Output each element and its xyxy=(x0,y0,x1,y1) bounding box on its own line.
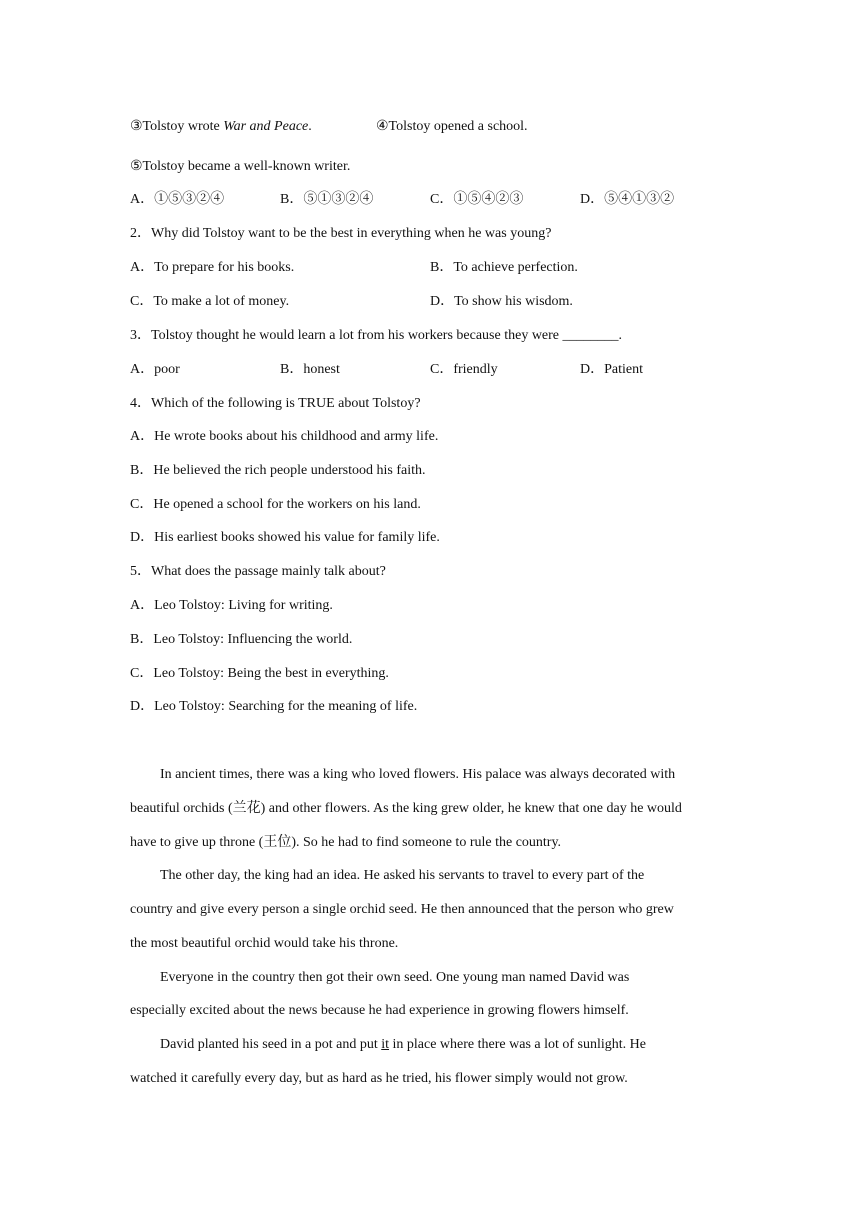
q2-option-b: B．To achieve perfection. xyxy=(430,260,578,275)
passage-p4-line1 xyxy=(160,1035,646,1055)
q3-stem: 3．Tolstoy thought he would learn a lot from his workers because they were ________. xyxy=(130,328,623,343)
q1-option-a: A．①⑤③②④ xyxy=(130,192,225,207)
passage-p4-underlined-word: it xyxy=(381,1037,390,1052)
q1-item3-title: War and Peace xyxy=(223,119,309,134)
q1-item3 xyxy=(130,117,312,137)
q1-item4: ④Tolstoy opened a school. xyxy=(376,119,528,134)
q3-option-c: C．friendly xyxy=(430,362,498,377)
passage-p4-suffix: in place where there was a lot of sunlight. He xyxy=(389,1037,646,1052)
q3-option-a: A．poor xyxy=(130,362,180,377)
q3-option-d: D．Patient xyxy=(580,362,643,377)
q1-option-b: B．⑤①③②④ xyxy=(280,192,374,207)
q2-stem: 2．Why did Tolstoy want to be the best in everything when he was young? xyxy=(130,226,552,241)
q4-stem: 4．Which of the following is TRUE about Tolstoy? xyxy=(130,396,421,411)
q4-option-d: D．His earliest books showed his value for family life. xyxy=(130,530,440,545)
passage-p1-line3: have to give up throne (王位). So he had to find someone to rule the country. xyxy=(130,835,562,850)
passage-p1-line2: beautiful orchids (兰花) and other flowers. As the king grew older, he knew that one day he would xyxy=(130,801,682,816)
q1-item3-suffix: . xyxy=(308,119,312,134)
passage-p3-line1: Everyone in the country then got their own seed. One young man named David was xyxy=(160,970,630,985)
q5-option-b: B．Leo Tolstoy: Influencing the world. xyxy=(130,632,353,647)
passage-p1-line1: In ancient times, there was a king who loved flowers. His palace was always decorated with xyxy=(160,767,676,782)
q4-option-a: A．He wrote books about his childhood and army life. xyxy=(130,429,439,444)
q3-option-b: B．honest xyxy=(280,362,340,377)
passage-p2-line1: The other day, the king had an idea. He asked his servants to travel to every part of the xyxy=(160,868,645,883)
q2-option-c: C．To make a lot of money. xyxy=(130,294,290,309)
q4-option-b: B．He believed the rich people understood his faith. xyxy=(130,463,426,478)
q5-stem: 5．What does the passage mainly talk about? xyxy=(130,564,386,579)
q5-option-d: D．Leo Tolstoy: Searching for the meaning of life. xyxy=(130,699,418,714)
passage-p3-line2: especially excited about the news because he had experience in growing flowers himself. xyxy=(130,1003,629,1018)
passage-p4-line2: watched it carefully every day, but as hard as he tried, his flower simply would not grow. xyxy=(130,1071,628,1086)
q4-option-c: C．He opened a school for the workers on his land. xyxy=(130,497,421,512)
q1-item3-text: ③Tolstoy wrote xyxy=(130,119,224,134)
passage-p2-line3: the most beautiful orchid would take his throne. xyxy=(130,936,399,951)
q2-option-d: D．To show his wisdom. xyxy=(430,294,573,309)
q1-item5: ⑤Tolstoy became a well-known writer. xyxy=(130,159,351,174)
q5-option-c: C．Leo Tolstoy: Being the best in everything. xyxy=(130,666,389,681)
passage-p4-prefix: David planted his seed in a pot and put xyxy=(160,1037,382,1052)
q1-option-d: D．⑤④①③② xyxy=(580,192,675,207)
q5-option-a: A．Leo Tolstoy: Living for writing. xyxy=(130,598,333,613)
passage-p2-line2: country and give every person a single orchid seed. He then announced that the person who grew xyxy=(130,902,674,917)
q1-option-c: C．①⑤④②③ xyxy=(430,192,524,207)
q2-option-a: A．To prepare for his books. xyxy=(130,260,295,275)
